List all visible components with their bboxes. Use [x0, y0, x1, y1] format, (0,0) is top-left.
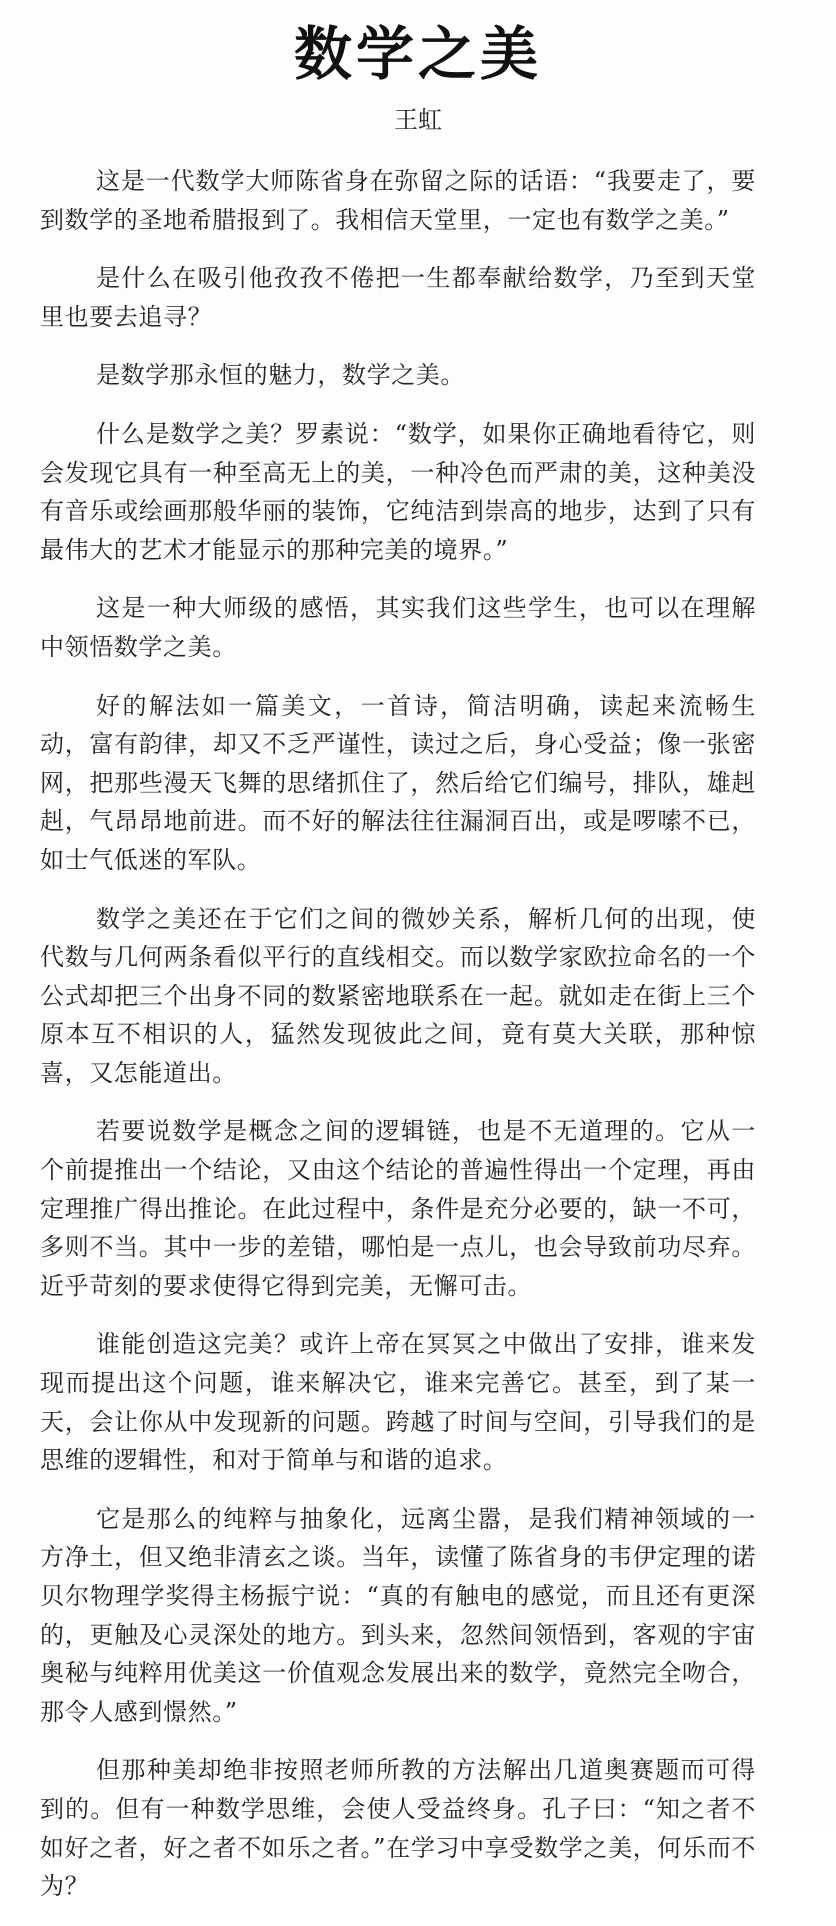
paragraph-8: 若要说数学是概念之间的逻辑链，也是不无道理的。它从一个前提推出一个结论，又由这个结论的普遍性得出一个定理，再由定理推广得出推论。在此过程中，条件是充分必要的，缺一不可，多则不当。其中一步的差错，哪怕是一点儿，也会导致前功尽弃。近乎苛刻的要求使得它得到完美，无懈可击。	[40, 1117, 756, 1300]
article-body	[40, 162, 756, 1926]
paragraph-5: 这是一种大师级的感悟，其实我们这些学生，也可以在理解中领悟数学之美。	[40, 594, 756, 661]
paragraph-11: 但那种美却绝非按照老师所教的方法解出几道奥赛题而可得到的。但有一种数学思维，会使人受益终身。孔子曰：“知之者不如好之者，好之者不如乐之者。”在学习中享受数学之美，何乐而不为？	[40, 1756, 756, 1901]
article-title: 数学之美	[293, 20, 542, 88]
paragraph-3: 是数学那永恒的魅力，数学之美。	[96, 361, 465, 390]
paragraph-10: 它是那么的纯粹与抽象化，远离尘嚣，是我们精神领域的一方净土，但又绝非清玄之谈。当年，读懂了陈省身的韦伊定理的诺贝尔物理学奖得主杨振宁说：“真的有触电的感觉，而且还有更深的，更触及心灵深处的地方。到头来，忽然间领悟到，客观的宇宙奥秘与纯粹用优美这一价值观念发展出来的数学，竟然完全吻合，那令人感到憬然。”	[40, 1504, 756, 1726]
article-author: 王虹	[394, 106, 442, 134]
paragraph-9: 谁能创造这完美？或许上帝在冥冥之中做出了安排，谁来发现而提出这个问题，谁来解决它，谁来完善它。甚至，到了某一天，会让你从中发现新的问题。跨越了时间与空间，引导我们的是思维的逻辑性，和对于简单与和谐的追求。	[40, 1330, 756, 1475]
paragraph-2: 是什么在吸引他孜孜不倦把一生都奉献给数学，乃至到天堂里也要去追寻？	[40, 264, 756, 331]
paragraph-1: 这是一代数学大师陈省身在弥留之际的话语：“我要走了，要到数学的圣地希腊报到了。我相信天堂里，一定也有数学之美。”	[40, 167, 756, 234]
paragraph-7: 数学之美还在于它们之间的微妙关系，解析几何的出现，使代数与几何两条看似平行的直线相交。而以数学家欧拉命名的一个公式却把三个出身不同的数紧密地联系在一起。就如走在街上三个原本互不相识的人，猛然发现彼此之间，竟有莫大关联，那种惊喜，又怎能道出。	[40, 904, 756, 1087]
paragraph-4: 什么是数学之美？罗素说：“数学，如果你正确地看待它，则会发现它具有一种至高无上的美，一种冷色而严肃的美，这种美没有音乐或绘画那般华丽的装饰，它纯洁到崇高的地步，达到了只有最伟大的艺术才能显示的那种完美的境界。”	[40, 419, 756, 564]
paragraph-6: 好的解法如一篇美文，一首诗，简洁明确，读起来流畅生动，富有韵律，却又不乏严谨性，读过之后，身心受益；像一张密网，把那些漫天飞舞的思绪抓住了，然后给它们编号，排队，雄赳赳，气昂昂地前进。而不好的解法往往漏洞百出，或是啰嗦不已，如士气低迷的军队。	[40, 691, 756, 874]
